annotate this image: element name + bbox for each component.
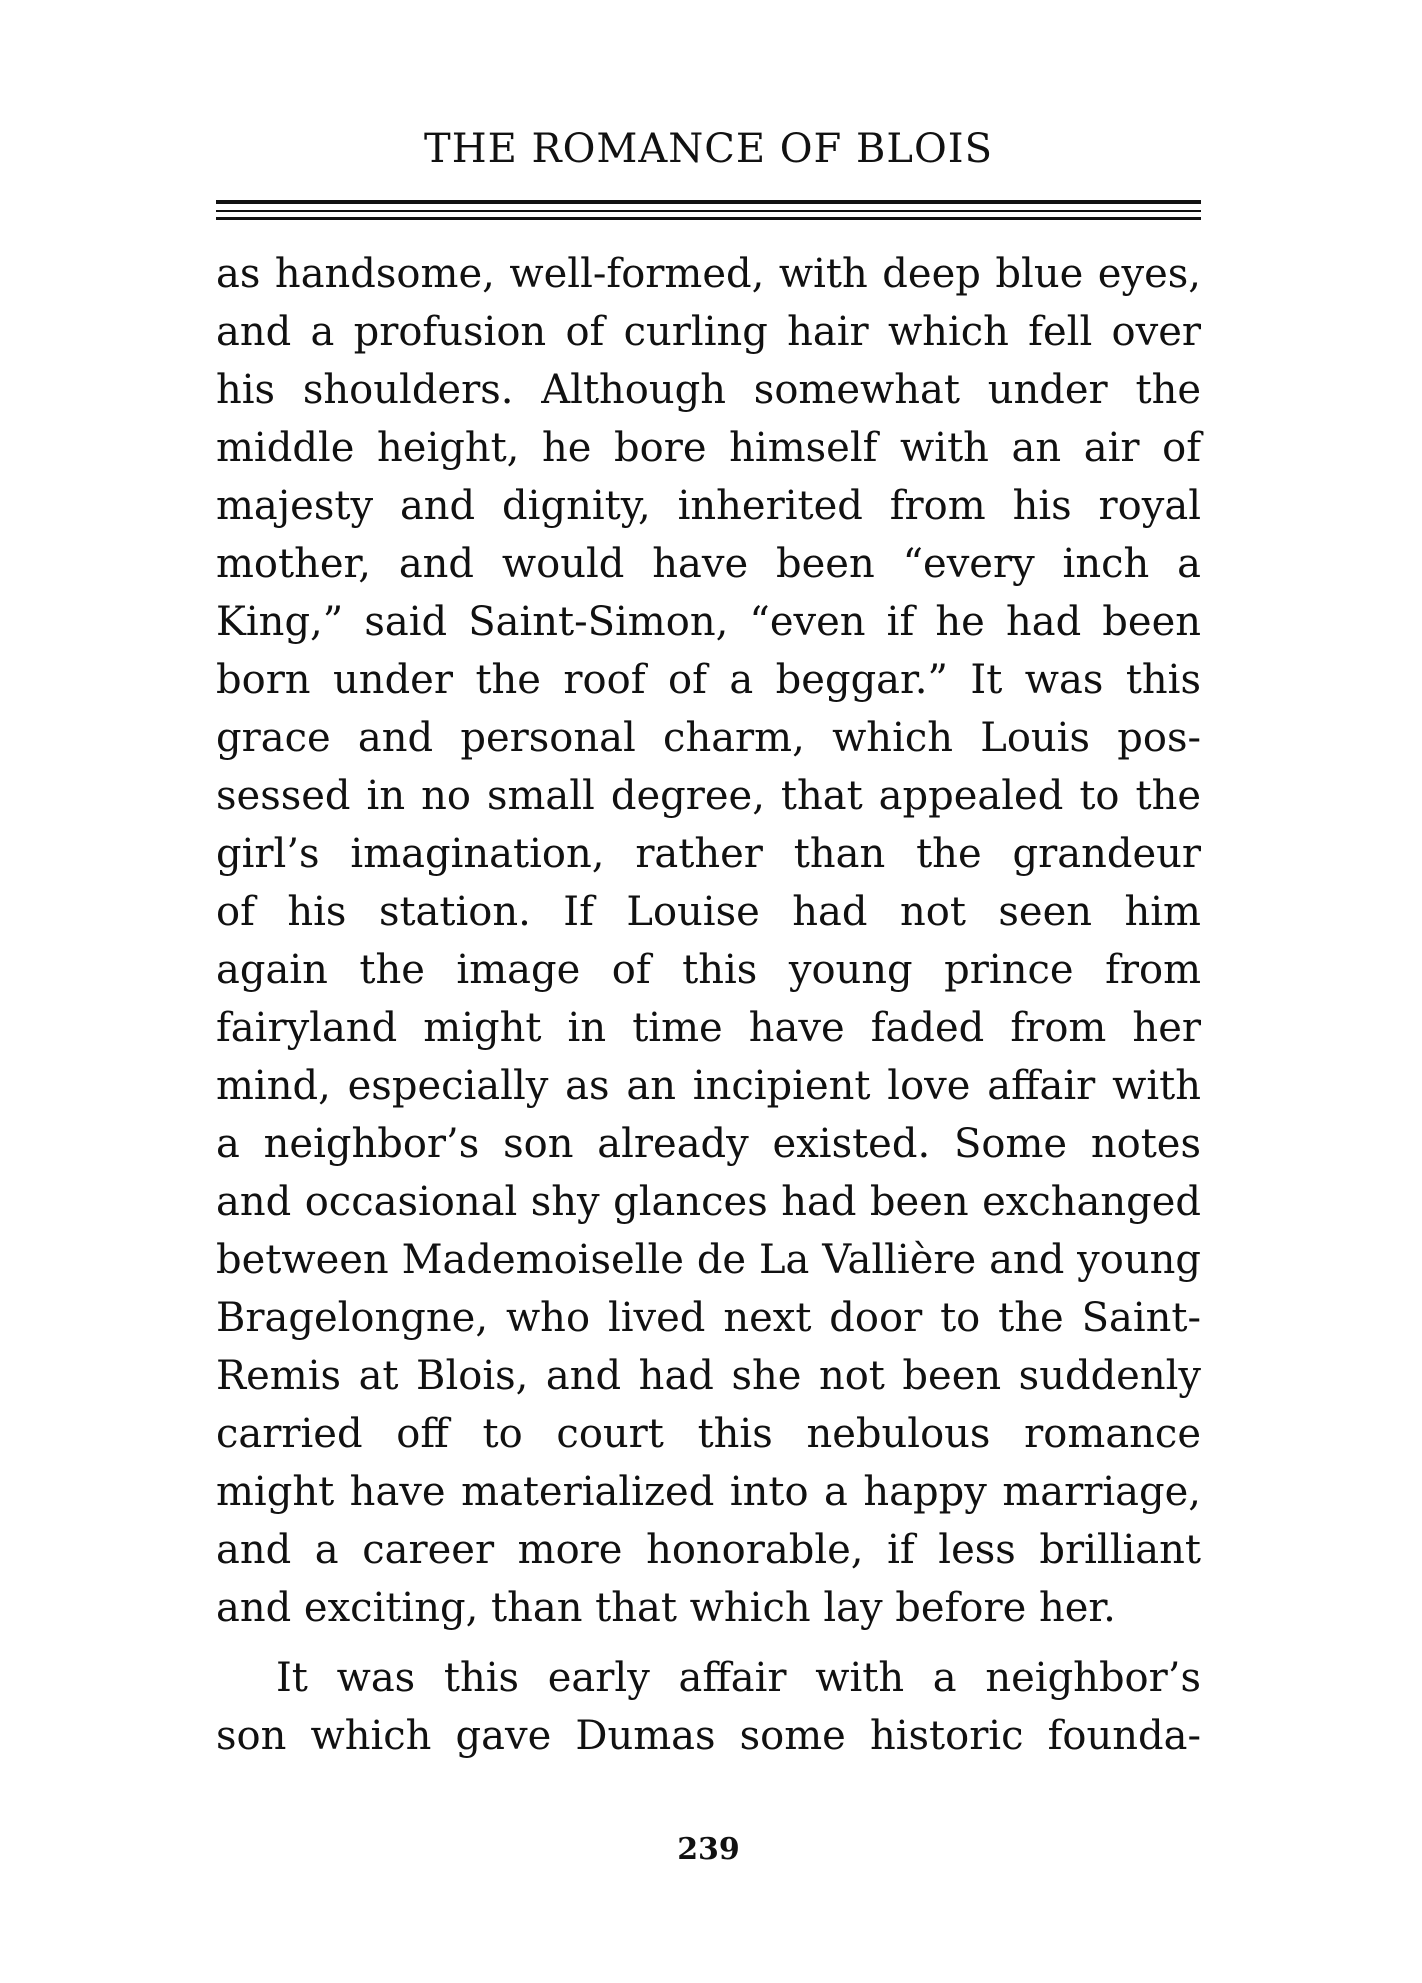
text-line: middle height, he bore himself with an air of	[216, 425, 1201, 471]
text-line: grace and personal charm, which Louis pos-	[216, 715, 1201, 761]
text-line: majesty and dignity, inherited from his royal	[216, 483, 1201, 529]
text-line: and a profusion of curling hair which fell over	[216, 309, 1201, 355]
text-line: as handsome, well-formed, with deep blue eyes,	[216, 251, 1201, 297]
text-line: his shoulders. Although somewhat under the	[216, 367, 1201, 413]
text-line: carried off to court this nebulous romance	[216, 1411, 1201, 1457]
text-line: between Mademoiselle de La Vallière and young	[216, 1237, 1201, 1283]
text-line: a neighbor’s son already existed. Some notes	[216, 1121, 1201, 1167]
text-line: fairyland might in time have faded from her	[216, 1005, 1201, 1051]
text-line: King,” said Saint-Simon, “even if he had been	[216, 599, 1201, 645]
text-line: Remis at Blois, and had she not been suddenly	[216, 1353, 1201, 1399]
text-line: and occasional shy glances had been exchanged	[216, 1179, 1201, 1225]
text-line: mother, and would have been “every inch a	[216, 541, 1201, 587]
text-line: and exciting, than that which lay before her.	[216, 1585, 1116, 1631]
text-line: mind, especially as an incipient love affair with	[216, 1063, 1201, 1109]
running-head: THE ROMANCE OF BLOIS	[424, 126, 993, 172]
text-line: might have materialized into a happy marriage,	[216, 1469, 1201, 1515]
text-line: son which gave Dumas some historic founda-	[216, 1713, 1201, 1759]
header-rule	[216, 210, 1201, 212]
header-rule	[216, 217, 1201, 220]
text-line: born under the roof of a beggar.” It was this	[216, 657, 1201, 703]
text-line: Bragelongne, who lived next door to the Saint-	[216, 1295, 1201, 1341]
header-rule	[216, 200, 1201, 204]
page-number: 239	[677, 1832, 740, 1867]
text-line: and a career more honorable, if less brilliant	[216, 1527, 1201, 1573]
text-line: again the image of this young prince from	[216, 947, 1201, 993]
text-line: sessed in no small degree, that appealed to the	[216, 773, 1201, 819]
text-line: of his station. If Louise had not seen him	[216, 889, 1201, 935]
text-line: girl’s imagination, rather than the grandeur	[216, 831, 1201, 877]
paragraph-first-line: It was this early affair with a neighbor’s	[276, 1655, 1201, 1701]
